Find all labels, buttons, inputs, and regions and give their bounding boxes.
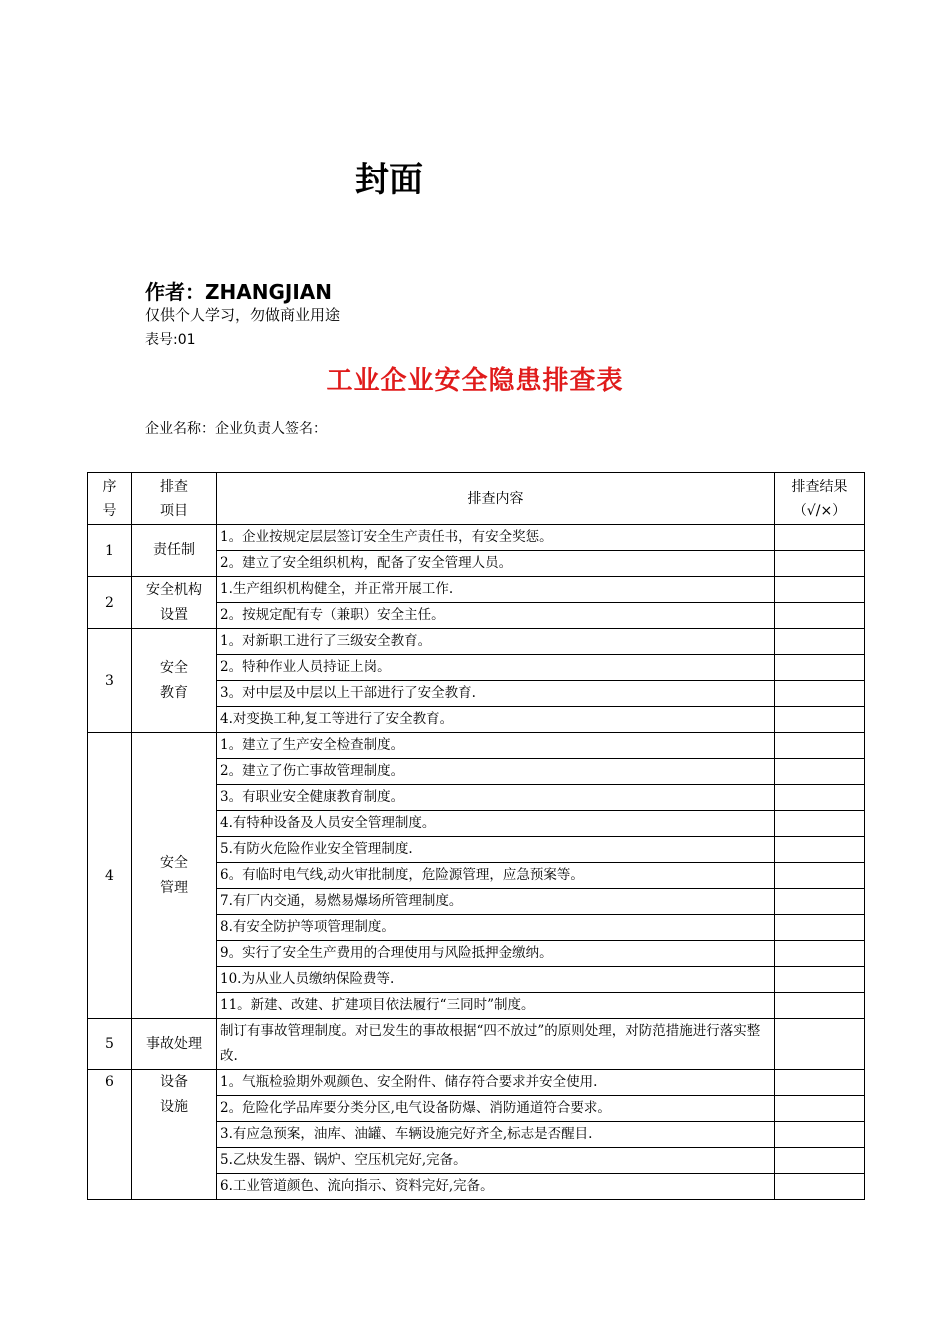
- group-item-line2: 设施: [160, 1099, 188, 1115]
- check-content: 11。新建、改建、扩建项目依法履行“三同时”制度。: [217, 993, 775, 1019]
- result-cell[interactable]: [775, 1174, 865, 1200]
- header-result: [775, 473, 865, 525]
- result-cell[interactable]: [775, 1070, 865, 1096]
- group-item-line1: 安全: [160, 659, 188, 676]
- result-cell[interactable]: [775, 1122, 865, 1148]
- group-item: 事故处理: [132, 1019, 217, 1070]
- check-content: 1。企业按规定层层签订安全生产责任书，有安全奖惩。: [217, 525, 775, 551]
- result-cell[interactable]: [775, 785, 865, 811]
- group-seq: 4: [88, 733, 132, 1019]
- group-seq: 5: [88, 1019, 132, 1070]
- check-content: 2。按规定配有专（兼职）安全主任。: [217, 603, 775, 629]
- usage-note: 仅供个人学习，勿做商业用途: [145, 306, 341, 324]
- header-seq-line1: 序: [102, 478, 117, 495]
- header-item: [132, 473, 217, 525]
- result-cell[interactable]: [775, 707, 865, 733]
- cover-title: 封面: [355, 160, 423, 200]
- check-content: 3。对中层及中层以上干部进行了安全教育.: [217, 681, 775, 707]
- result-cell[interactable]: [775, 1148, 865, 1174]
- result-cell[interactable]: [775, 1019, 865, 1070]
- result-cell[interactable]: [775, 811, 865, 837]
- result-cell[interactable]: [775, 1096, 865, 1122]
- check-content: 2。建立了安全组织机构，配备了安全管理人员。: [217, 551, 775, 577]
- check-content: 4.对变换工种,复工等进行了安全教育。: [217, 707, 775, 733]
- result-cell[interactable]: [775, 551, 865, 577]
- group-item: [132, 733, 217, 1019]
- check-content: 10.为从业人员缴纳保险费等.: [217, 967, 775, 993]
- group-item: [132, 577, 217, 629]
- check-content: 9。实行了安全生产费用的合理使用与风险抵押金缴纳。: [217, 941, 775, 967]
- group-seq: 3: [88, 629, 132, 733]
- table-row: [88, 577, 865, 603]
- result-cell[interactable]: [775, 629, 865, 655]
- table-row: [88, 629, 865, 655]
- check-content: 2。特种作业人员持证上岗。: [217, 655, 775, 681]
- check-content: 5.有防火危险作业安全管理制度.: [217, 837, 775, 863]
- table-row: [88, 1070, 865, 1096]
- group-seq: 2: [88, 577, 132, 629]
- result-cell[interactable]: [775, 837, 865, 863]
- result-cell[interactable]: [775, 941, 865, 967]
- group-item-line2: 管理: [160, 879, 188, 896]
- check-content: 3。有职业安全健康教育制度。: [217, 785, 775, 811]
- header-item-line1: 排查: [160, 478, 188, 495]
- table-row: [88, 1019, 865, 1070]
- result-cell[interactable]: [775, 577, 865, 603]
- inspection-table: [87, 472, 865, 1200]
- result-cell[interactable]: [775, 655, 865, 681]
- check-content: 6.工业管道颜色、流向指示、资料完好,完备。: [217, 1174, 775, 1200]
- header-result-line2: （√/×）: [792, 502, 847, 519]
- check-content: 8.有安全防护等项管理制度。: [217, 915, 775, 941]
- group-item-line2: 教育: [160, 684, 188, 701]
- company-signature-line: 企业名称：企业负责人签名：: [145, 421, 327, 437]
- group-item-line2: 设置: [160, 606, 188, 623]
- table-row: [88, 733, 865, 759]
- header-content: 排查内容: [217, 473, 775, 525]
- result-cell[interactable]: [775, 603, 865, 629]
- group-item-line1: 安全: [160, 854, 188, 871]
- result-cell[interactable]: [775, 525, 865, 551]
- result-cell[interactable]: [775, 967, 865, 993]
- result-cell[interactable]: [775, 915, 865, 941]
- group-seq: 1: [88, 525, 132, 577]
- result-cell[interactable]: [775, 889, 865, 915]
- group-item-line1: 设备: [160, 1074, 188, 1090]
- table-header-row: [88, 473, 865, 525]
- result-cell[interactable]: [775, 733, 865, 759]
- check-content: 5.乙炔发生器、锅炉、空压机完好,完备。: [217, 1148, 775, 1174]
- result-cell[interactable]: [775, 681, 865, 707]
- check-content: 2。建立了伤亡事故管理制度。: [217, 759, 775, 785]
- check-content: 1.生产组织机构健全，并正常开展工作.: [217, 577, 775, 603]
- group-item: [132, 1070, 217, 1200]
- check-content: 1。气瓶检验期外观颜色、安全附件、储存符合要求并安全使用.: [217, 1070, 775, 1096]
- result-cell[interactable]: [775, 863, 865, 889]
- header-seq-line2: 号: [102, 502, 117, 519]
- header-result-line1: 排查结果: [791, 478, 848, 495]
- group-item-line1: 安全机构: [146, 581, 202, 598]
- header-seq: [88, 473, 132, 525]
- check-content: 2。危险化学品库要分类分区,电气设备防爆、消防通道符合要求。: [217, 1096, 775, 1122]
- group-seq: 6: [88, 1070, 132, 1200]
- author-line: 作者：ZHANGJIAN: [145, 280, 332, 304]
- result-cell[interactable]: [775, 993, 865, 1019]
- table-row: [88, 525, 865, 551]
- check-content: 3.有应急预案，油库、油罐、车辆设施完好齐全,标志是否醒目.: [217, 1122, 775, 1148]
- form-number: 表号:01: [145, 332, 196, 348]
- group-item: 责任制: [132, 525, 217, 577]
- check-content: 1。对新职工进行了三级安全教育。: [217, 629, 775, 655]
- group-item: [132, 629, 217, 733]
- check-content: 6。有临时电气线,动火审批制度，危险源管理，应急预案等。: [217, 863, 775, 889]
- document-title: 工业企业安全隐患排查表: [326, 366, 624, 396]
- header-item-line2: 项目: [160, 502, 188, 519]
- result-cell[interactable]: [775, 759, 865, 785]
- check-content: 7.有厂内交通，易燃易爆场所管理制度。: [217, 889, 775, 915]
- check-content: 制订有事故管理制度。对已发生的事故根据“四不放过”的原则处理，对防范措施进行落实整改.: [217, 1019, 775, 1070]
- check-content: 1。建立了生产安全检查制度。: [217, 733, 775, 759]
- check-content: 4.有特种设备及人员安全管理制度。: [217, 811, 775, 837]
